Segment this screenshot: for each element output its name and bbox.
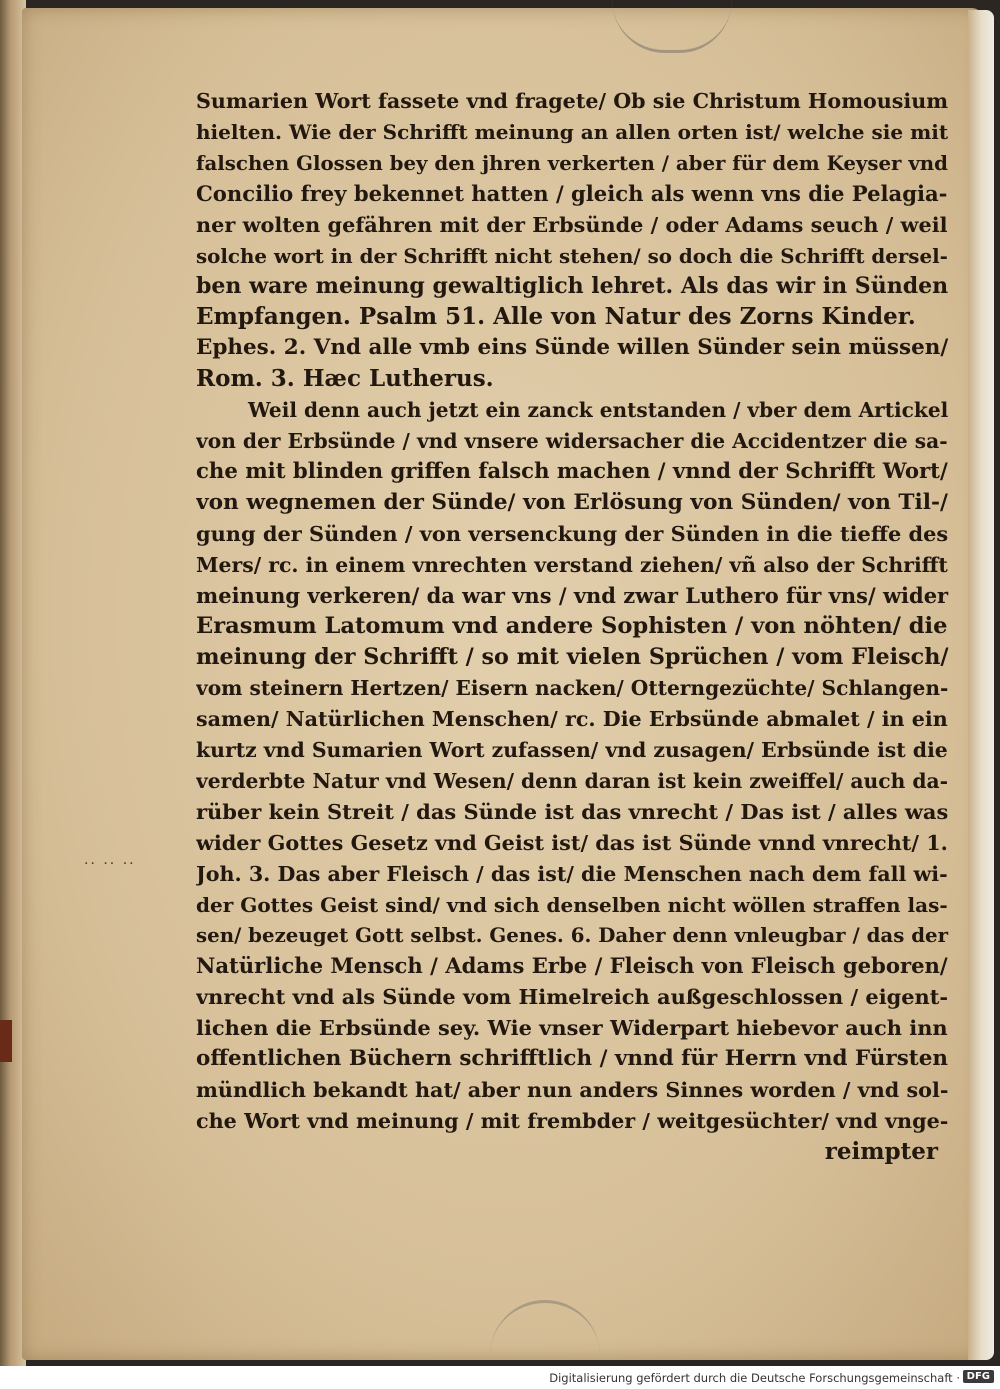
text-line: sen/ bezeuget Gott selbst. Genes. 6. Daher denn vnleugbar / das der [196,923,949,948]
text-line: Sumarien Wort fassete vnd fragete/ Ob sie Christum Homousium [196,89,949,113]
marginal-mark: ·· ·· ·· [84,856,136,872]
text-line: Empfangen. Psalm 51. Alle von Natur des Zorns Kinder. [196,303,916,331]
text-line: mündlich bekandt hat/ aber nun anders Sinnes worden / vnd sol- [196,1078,949,1102]
page-text [196,86,956,1168]
page-right-edge [968,10,994,1360]
text-line: verderbte Natur vnd Wesen/ denn daran ist kein zweiffel/ auch da- [196,768,949,793]
footer-bar [0,1366,1000,1389]
footer-credit: Digitalisierung gefördert durch die Deutsche Forschungsgemeinschaft · [549,1371,960,1385]
text-line: ner wolten gefähren mit der Erbsünde / oder Adams seuch / weil [196,211,948,237]
text-line: kurtz vnd Sumarien Wort zufassen/ vnd zusagen/ Erbsünde ist die [196,738,948,763]
text-line: von der Erbsünde / vnd vnsere widersacher die Accidentzer die sa- [196,428,948,453]
text-line: wider Gottes Gesetz vnd Geist ist/ das ist Sünde vnnd vnrecht/ 1. [196,829,948,855]
text-line: ben ware meinung gewaltiglich lehret. Als das wir in Sünden [196,273,949,300]
text-line: gung der Sünden / von versenckung der Sünden in die tieffe des [196,520,949,546]
text-line: Natürliche Mensch / Adams Erbe / Fleisch von Fleisch geboren/ [196,953,948,979]
text-line: meinung der Schrifft / so mit vielen Sprüchen / vom Fleisch/ [196,644,949,671]
text-line: vom steinern Hertzen/ Eisern nacken/ Otterngezüchte/ Schlangen- [196,676,949,701]
text-line: der Gottes Geist sind/ vnd sich denselben nicht wöllen straffen las- [196,892,948,917]
text-line: Erasmum Latomum vnd andere Sophisten / von nöhten/ die [196,613,948,640]
bookmark-tab [0,1020,12,1062]
text-line: che mit blinden griffen falsch machen / vnnd der Schrifft Wort/ [196,458,948,484]
paragraph-start-line: Weil denn auch jetzt ein zanck entstanden / vber dem Artickel [248,398,949,423]
text-line: hielten. Wie der Schrifft meinung an allen orten ist/ welche sie mit [196,119,949,144]
text-line: falschen Glossen bey den jhren verkerten / aber für dem Keyser vnd [196,150,948,175]
text-line: che Wort vnd meinung / mit frembder / weitgesüchter/ vnd vnge- [196,1108,949,1133]
catchword: reimpter [824,1137,938,1165]
text-line: meinung verkeren/ da war vns / vnd zwar Luthero für vns/ wider [196,582,949,608]
text-line: Joh. 3. Das aber Fleisch / das ist/ die Menschen nach dem fall wi- [196,861,948,886]
text-line: rüber kein Streit / das Sünde ist das vnrecht / Das ist / alles was [196,798,949,824]
text-line: Rom. 3. Hæc Lutherus. [196,365,494,393]
text-line: offentlichen Büchern schrifftlich / vnnd für Herrn vnd Fürsten [196,1046,948,1072]
dfg-logo: DFG [963,1370,994,1383]
text-line: Ephes. 2. Vnd alle vmb eins Sünde willen Sünder sein müssen/ [196,335,949,361]
text-line: solche wort in der Schrifft nicht stehen/ so doch die Schrifft dersel- [196,243,948,268]
text-line: samen/ Natürlichen Menschen/ rc. Die Erbsünde abmalet / in ein [196,707,948,732]
text-line: lichen die Erbsünde sey. Wie vnser Widerpart hiebevor auch inn [196,1015,948,1041]
text-line: Concilio frey bekennet hatten / gleich als wenn vns die Pelagia- [196,180,948,206]
text-line: von wegnemen der Sünde/ von Erlösung von Sünden/ von Til-/ [196,489,948,515]
text-line: Mers/ rc. in einem vnrechten verstand ziehen/ vñ also der Schrifft [196,552,948,577]
text-line: vnrecht vnd als Sünde vom Himelreich außgeschlossen / eigent- [196,984,949,1010]
